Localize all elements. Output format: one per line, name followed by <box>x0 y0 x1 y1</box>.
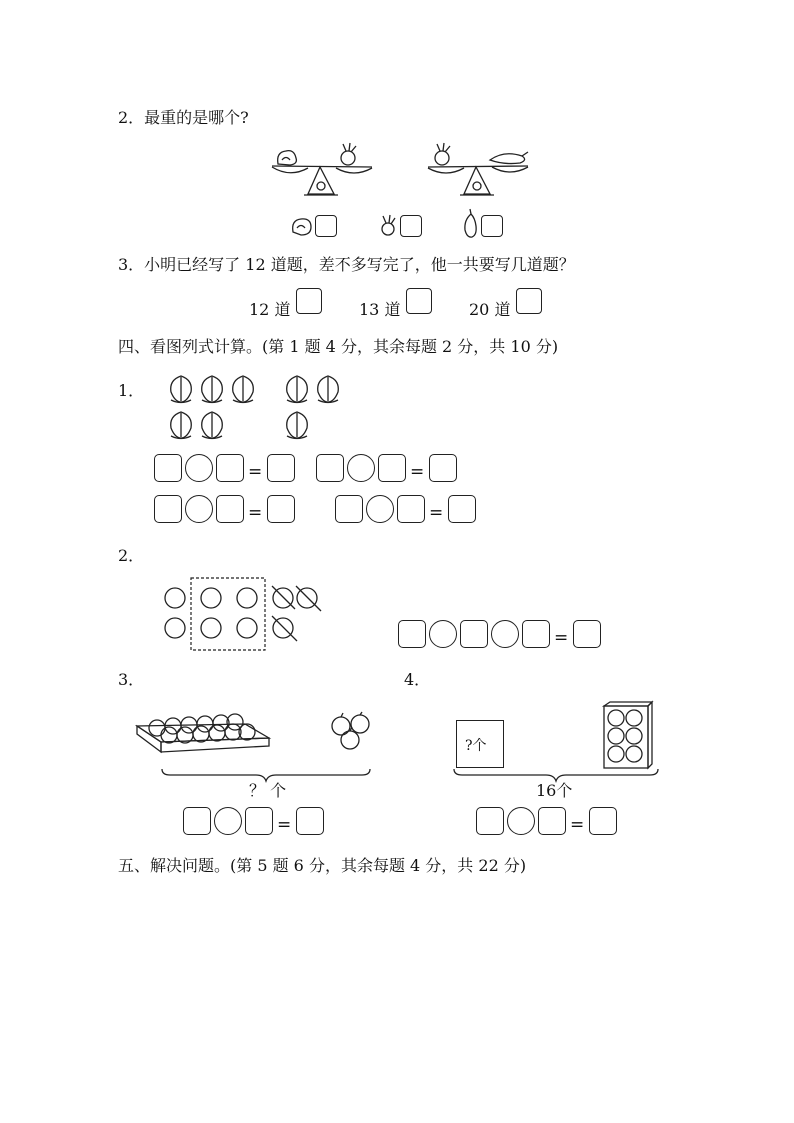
answer-box-cabbage[interactable] <box>315 215 337 237</box>
answer-box[interactable] <box>335 495 363 523</box>
peach-icon <box>318 376 339 403</box>
option-label-12: 12 道 <box>249 300 291 319</box>
equals-sign: = <box>429 503 444 523</box>
peach-icon <box>202 376 223 403</box>
operator-circle[interactable] <box>185 454 213 482</box>
equals-sign: = <box>410 462 425 482</box>
answer-box[interactable] <box>460 620 488 648</box>
radish-icon <box>341 143 356 165</box>
option-label-20: 20 道 <box>469 300 511 319</box>
peach-icon <box>233 376 254 403</box>
answer-box[interactable] <box>154 454 182 482</box>
answer-box[interactable] <box>538 807 566 835</box>
answer-box-20[interactable] <box>516 288 542 314</box>
answer-box[interactable] <box>397 495 425 523</box>
section-4-question-3-label: 3． <box>118 670 145 689</box>
peach-icon <box>171 412 192 439</box>
answer-box-eggplant[interactable] <box>481 215 503 237</box>
brace-label-unknown: ？ 个 <box>249 781 287 800</box>
answer-box[interactable] <box>476 807 504 835</box>
cabbage-icon <box>289 214 315 238</box>
peach-group-right <box>281 372 347 442</box>
answer-box-radish[interactable] <box>400 215 422 237</box>
answer-box[interactable] <box>154 495 182 523</box>
answer-box[interactable] <box>267 495 295 523</box>
option-label-13: 13 道 <box>359 300 401 319</box>
radish-icon <box>376 212 400 238</box>
answer-box[interactable] <box>573 620 601 648</box>
radish-icon <box>435 143 450 165</box>
apple-icon <box>326 712 376 752</box>
answer-box[interactable] <box>183 807 211 835</box>
operator-circle[interactable] <box>347 454 375 482</box>
peach-icon <box>287 412 308 439</box>
equals-sign: = <box>248 462 263 482</box>
answer-box[interactable] <box>429 454 457 482</box>
unknown-box-label: ?个 <box>465 738 487 754</box>
section-5-title: 五、解决问题。(第 5 题 6 分，其余每题 4 分，共 22 分) <box>118 856 527 875</box>
circle-dot-figure <box>160 576 330 656</box>
answer-box[interactable] <box>398 620 426 648</box>
operator-circle[interactable] <box>185 495 213 523</box>
balance-scale-icon <box>268 140 378 200</box>
equals-sign: = <box>248 503 263 523</box>
peach-icon <box>202 412 223 439</box>
answer-box[interactable] <box>216 454 244 482</box>
brace-left <box>160 768 372 782</box>
brace-label-total: 16个 <box>536 781 573 800</box>
section-4-question-1-label: 1． <box>118 381 145 400</box>
answer-box[interactable] <box>296 807 324 835</box>
balance-scale-icon <box>424 140 534 200</box>
answer-box[interactable] <box>316 454 344 482</box>
cabbage-icon <box>278 151 297 165</box>
peach-group-left <box>165 372 261 442</box>
answer-box-12[interactable] <box>296 288 322 314</box>
eggplant-icon <box>462 208 480 240</box>
equals-sign: = <box>570 815 585 835</box>
operator-circle[interactable] <box>507 807 535 835</box>
equals-sign: = <box>554 628 569 648</box>
question-3-label: 3．小明已经写了 12 道题，差不多写完了，他一共要写几道题？ <box>118 255 575 274</box>
answer-box[interactable] <box>448 495 476 523</box>
operator-circle[interactable] <box>491 620 519 648</box>
unknown-box <box>456 720 504 768</box>
answer-box[interactable] <box>267 454 295 482</box>
operator-circle[interactable] <box>366 495 394 523</box>
brace-right <box>452 768 662 782</box>
section-4-question-2-label: 2． <box>118 546 145 565</box>
answer-box[interactable] <box>245 807 273 835</box>
peach-icon <box>287 376 308 403</box>
section-4-title: 四、看图列式计算。(第 1 题 4 分，其余每题 2 分，共 10 分) <box>118 337 559 356</box>
answer-box[interactable] <box>378 454 406 482</box>
answer-box[interactable] <box>589 807 617 835</box>
operator-circle[interactable] <box>429 620 457 648</box>
section-4-question-4-label: 4． <box>404 670 431 689</box>
eggplant-icon <box>490 152 528 164</box>
question-2-label: 2．最重的是哪个? <box>118 108 249 127</box>
apple-tray-icon <box>135 708 275 758</box>
peach-icon <box>171 376 192 403</box>
answer-box[interactable] <box>522 620 550 648</box>
operator-circle[interactable] <box>214 807 242 835</box>
answer-box-13[interactable] <box>406 288 432 314</box>
answer-box[interactable] <box>216 495 244 523</box>
apple-crate-icon <box>602 700 654 770</box>
equals-sign: = <box>277 815 292 835</box>
